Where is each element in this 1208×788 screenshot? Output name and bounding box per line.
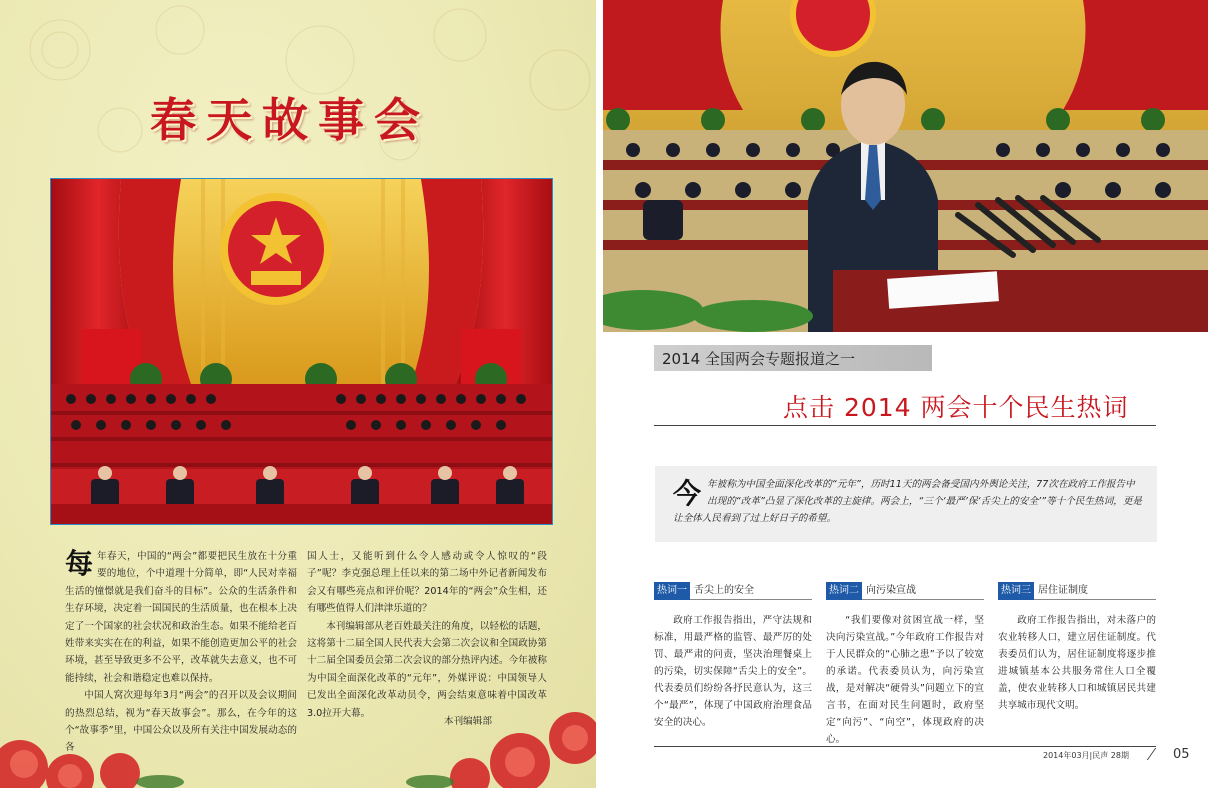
keyword-header-1	[654, 582, 812, 600]
premier-speech-photo	[603, 0, 1208, 332]
keyword-header-3	[998, 582, 1156, 600]
editorial-signature: 本刊编辑部	[444, 716, 492, 727]
page-title: 春天故事会	[150, 93, 430, 147]
article-column-2	[307, 548, 547, 722]
folio-slash	[1147, 748, 1173, 760]
left-page	[0, 0, 596, 788]
headline: 点击 2014 两会十个民生热词	[783, 393, 1129, 422]
folio: 2014年03月|民声 28期	[1043, 751, 1129, 760]
drop-cap: 今	[673, 477, 702, 510]
paragraph: 本刊编辑部从老百姓最关注的角度，以轻松的话题，这将第十二届全国人民代表大会第二次会议和全国政协第十二届全国委员会第二次会议的部分热评内述。今年被称为中国全面深化改革的“元年”，外媒评说：中国领导人已发出全面深化改革动员令，两会结束意味着中国改革3.0拉开大幕。	[307, 620, 547, 719]
keyword-title: 居住证制度	[1038, 585, 1088, 596]
keyword-tag: 热词一	[654, 582, 690, 600]
keyword-title: 舌尖上的安全	[694, 585, 754, 596]
paragraph: 中国人窝次迎每年3月“两会”的召开以及会议期间的热烈总结，视为“春天故事会”。那么，在今年的这个“故事季”里，中国公众以及所有关注中国发展动态的各	[65, 690, 297, 754]
paragraph: 年春天，中国的“两会”都要把民生放在十分重要的地位，个中道理十分简单，即“人民对幸福生活的憧憬就是我们奋斗的目标”。公众的生活条件和生存环境，决定着一国国民的生活质量，也在根本上决定了一个国家的社会状况和政治生态。如果不能给老百姓带来实实在在的利益，如果不能创造更加公平的社会环境，甚至导致更多不公平，改革就失去意义，也不可能持续，社会和谐稳定也难以保持。	[65, 551, 297, 684]
keyword-text-2: “我们要像对贫困宣战一样，坚决向污染宣战。”今年政府工作报告对于人民群众的“心肺之患”予以了较宽的承诺。代表委员认为，向污染宣战，是对解决“硬骨头”问题立下的宣言书，在面对民生问题时，政府坚定“向污”、“向空”，体现政府的决心。	[826, 615, 984, 745]
congress-hall-photo	[50, 178, 553, 525]
keyword-title: 向污染宣战	[866, 585, 916, 596]
keyword-tag: 热词二	[826, 582, 862, 600]
keyword-header-2	[826, 582, 984, 600]
article-column-1	[65, 548, 297, 757]
drop-cap: 每	[65, 547, 94, 580]
page-number: 05	[1173, 747, 1190, 762]
keyword-text-3: 政府工作报告指出，对未落户的农业转移人口，建立居住证制度。代表委员们认为，居住证制度将逐步推进城镇基本公共服务常住人口全覆盖，使农业转移人口和城镇居民共建共享城市现代文明。	[998, 615, 1156, 711]
series-label: 2014 全国两会专题报道之一	[654, 345, 932, 371]
keyword-tag: 热词三	[998, 582, 1034, 600]
footer-divider	[654, 746, 1156, 747]
paragraph: 国人士，又能听到什么令人感动或令人惊叹的“段子”呢？李克强总理上任以来的第二场中外记者新闻发布会又有哪些亮点和评价呢？2014年的“两会”众生相，还有哪些值得人们津津乐道的？	[307, 551, 547, 615]
keyword-text-1: 政府工作报告指出，严守法规和标准，用最严格的监管、最严厉的处罚、最严肃的问责，坚决治理餐桌上的污染，切实保障“舌尖上的安全”。代表委员们纷纷各抒民意认为，这三个“最严”，体现了中国政府治理食品安全的决心。	[654, 615, 812, 728]
intro-text: 年被称为中国全面深化改革的“元年”，历时11天的两会备受国内外舆论关注，77次在政府工作报告中出现的“改革”凸显了深化改革的主旋律。两会上，“三个‘最严’保‘舌尖上的安全’”等十个民生热词，更是让全体人民看到了过上好日子的希望。	[673, 479, 1143, 524]
divider	[654, 425, 1156, 426]
right-page	[603, 0, 1208, 788]
intro-box	[655, 466, 1157, 542]
